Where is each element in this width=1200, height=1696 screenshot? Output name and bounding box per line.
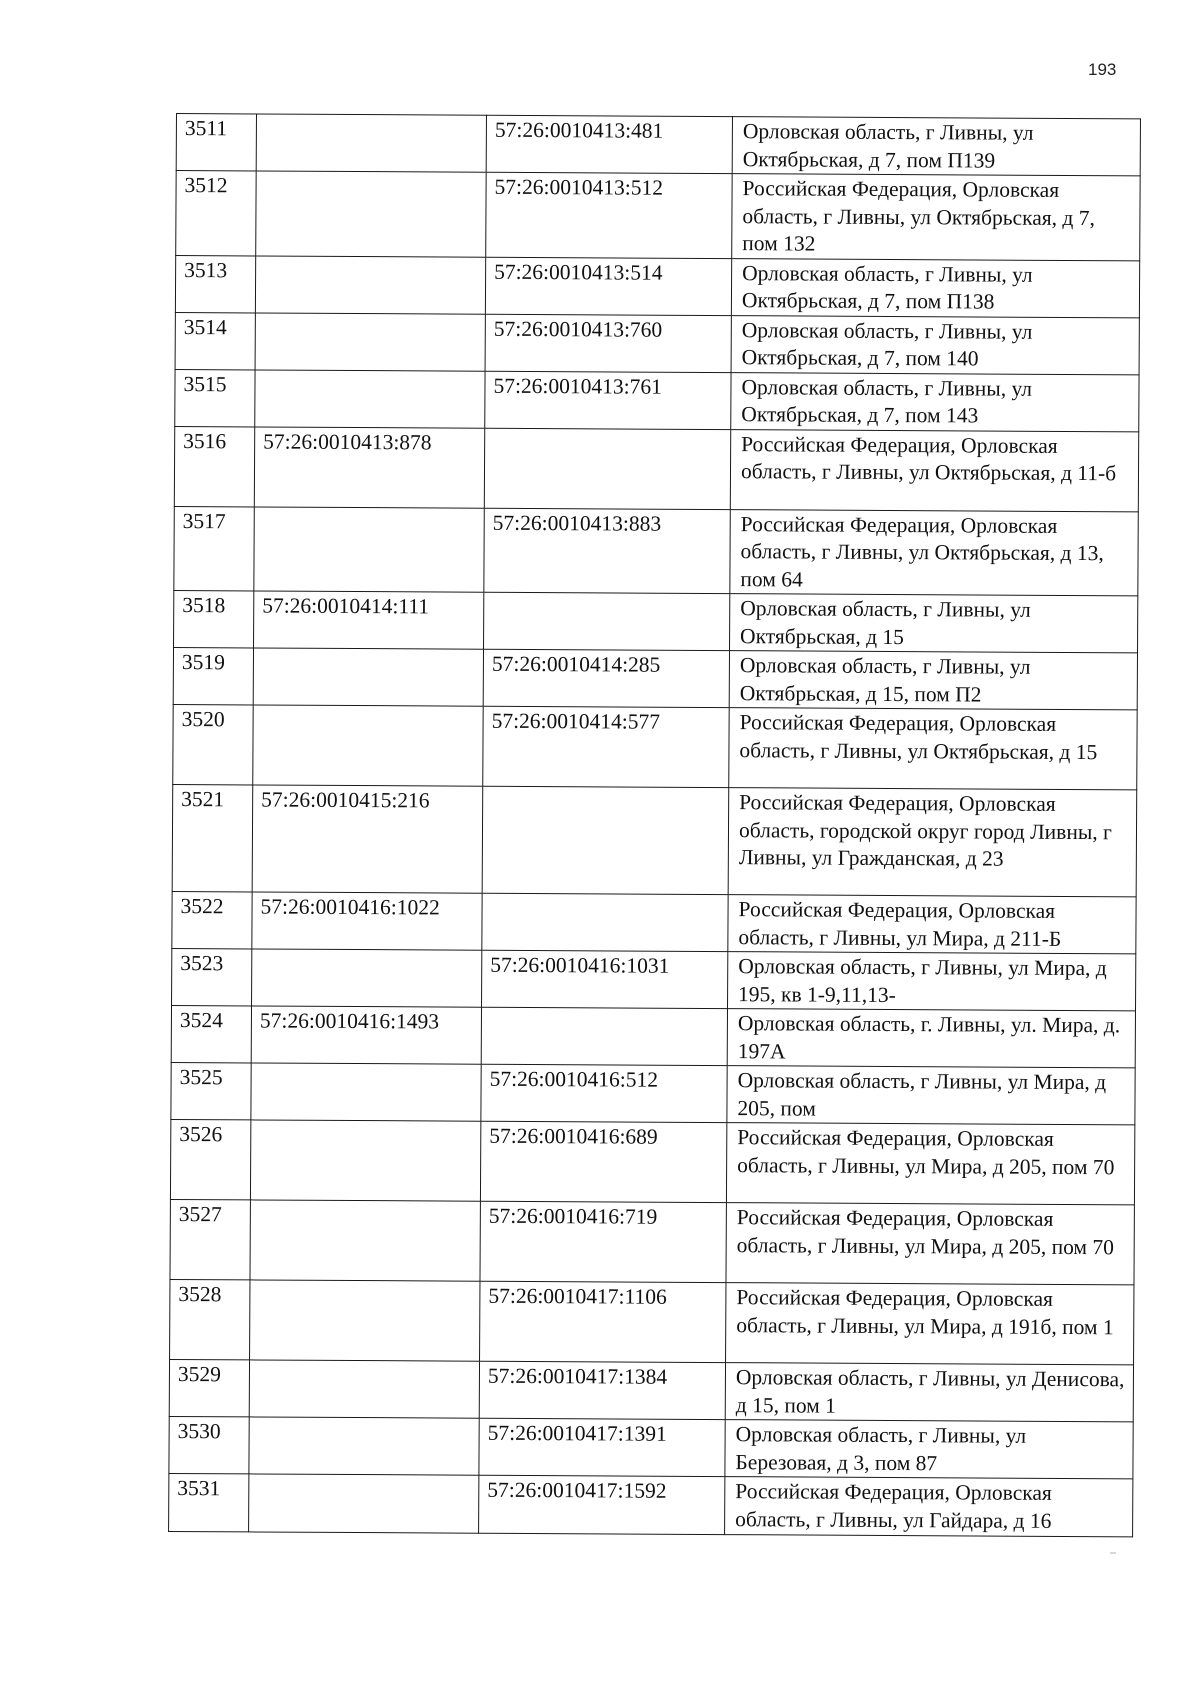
- object-cadastral-number-cell: 57:26:0010417:1384: [479, 1361, 725, 1419]
- row-number-cell: 3525: [171, 1062, 251, 1119]
- land-cadastral-number-cell: [256, 114, 486, 172]
- address-cell: Орловская область, г Ливны, ул Октябрьская, д 15: [730, 594, 1138, 653]
- land-cadastral-number-cell: [256, 171, 486, 257]
- row-number-cell: 3531: [169, 1473, 249, 1531]
- address-cell: Российская Федерация, Орловская область, г Ливны, ул Гайдара, д 16: [725, 1477, 1133, 1537]
- address-cell: Орловская область, г Ливны, ул Октябрьская, д 7, пом П139: [732, 117, 1140, 176]
- row-number-cell: 3521: [172, 784, 253, 891]
- row-number-cell: 3515: [175, 369, 255, 426]
- table-row: [175, 312, 1139, 374]
- table-row: [170, 1119, 1134, 1204]
- land-cadastral-number-cell: 57:26:0010413:878: [254, 426, 484, 507]
- object-cadastral-number-cell: 57:26:0010414:577: [483, 706, 729, 787]
- land-cadastral-number-cell: [249, 1360, 479, 1418]
- land-cadastral-number-cell: 57:26:0010414:111: [254, 591, 484, 649]
- table-row: [171, 1062, 1135, 1124]
- address-cell: Орловская область, г Ливны, ул Березовая, д 3, пом 87: [725, 1420, 1133, 1479]
- table-row: [169, 1473, 1133, 1536]
- table-row: [174, 590, 1138, 652]
- object-cadastral-number-cell: 57:26:0010413:514: [485, 257, 731, 315]
- object-cadastral-number-cell: 57:26:0010416:719: [480, 1201, 726, 1282]
- land-cadastral-number-cell: [255, 255, 485, 313]
- object-cadastral-number-cell: 57:26:0010417:1592: [479, 1475, 725, 1534]
- address-cell: Орловская область, г Ливны, ул Октябрьская, д 7, пом 140: [731, 315, 1139, 374]
- row-number-cell: 3528: [170, 1279, 250, 1359]
- table-row: [174, 506, 1138, 596]
- address-cell: Орловская область, г Ливны, ул Октябрьская, д 7, пом 143: [731, 372, 1139, 431]
- object-cadastral-number-cell: 57:26:0010416:1031: [482, 950, 728, 1008]
- address-cell: Орловская область, г Ливны, ул Октябрьская, д 15, пом П2: [729, 651, 1137, 710]
- address-cell: Российская Федерация, Орловская область, г Ливны, ул Мира, д 205, пом 70: [726, 1123, 1134, 1205]
- table-row: [169, 1416, 1133, 1478]
- row-number-cell: 3512: [176, 171, 256, 256]
- object-cadastral-number-cell: 57:26:0010416:689: [480, 1121, 726, 1202]
- row-number-cell: 3526: [170, 1119, 250, 1199]
- address-cell: Орловская область, г. Ливны, ул. Мира, д. 197А: [727, 1009, 1135, 1068]
- land-cadastral-number-cell: [255, 312, 485, 370]
- table-row: [170, 1199, 1134, 1284]
- object-cadastral-number-cell: 57:26:0010414:285: [483, 649, 729, 707]
- land-cadastral-number-cell: [254, 506, 484, 592]
- table-row: [169, 1359, 1133, 1421]
- row-number-cell: 3516: [174, 426, 254, 506]
- object-cadastral-number-cell: 57:26:0010413:883: [484, 508, 730, 594]
- object-cadastral-number-cell: [482, 893, 728, 951]
- table-row: [173, 704, 1137, 789]
- table-row: [175, 255, 1139, 317]
- object-cadastral-number-cell: 57:26:0010413:481: [486, 115, 732, 173]
- land-cadastral-number-cell: 57:26:0010416:1493: [251, 1006, 481, 1064]
- register-table: [168, 113, 1141, 1537]
- land-cadastral-number-cell: [249, 1474, 479, 1533]
- row-number-cell: 3519: [173, 647, 253, 704]
- object-cadastral-number-cell: [482, 786, 729, 894]
- address-cell: Российская Федерация, Орловская область, г Ливны, ул Октябрьская, д 13, пом 64: [730, 509, 1138, 596]
- scan-artifact: [1110, 1552, 1116, 1554]
- table-row: [170, 1279, 1134, 1364]
- table-row: [176, 114, 1140, 176]
- address-cell: Российская Федерация, Орловская область, городской округ город Ливны, г Ливны, ул Гражданская, д 23: [728, 788, 1137, 897]
- table-row: [175, 369, 1139, 431]
- land-cadastral-number-cell: [249, 1417, 479, 1475]
- address-cell: Российская Федерация, Орловская область, г Ливны, ул Октябрьская, д 11-б: [730, 429, 1138, 511]
- land-cadastral-number-cell: [251, 1063, 481, 1121]
- table-row: [171, 1005, 1135, 1067]
- row-number-cell: 3524: [171, 1005, 251, 1062]
- table-row: [174, 426, 1138, 511]
- object-cadastral-number-cell: 57:26:0010413:760: [485, 314, 731, 372]
- table-row: [172, 784, 1137, 896]
- table-row: [173, 647, 1137, 709]
- row-number-cell: 3527: [170, 1199, 250, 1279]
- row-number-cell: 3514: [175, 312, 255, 369]
- row-number-cell: 3529: [169, 1359, 249, 1416]
- address-cell: Орловская область, г Ливны, ул Денисова, д 15, пом 1: [725, 1363, 1133, 1422]
- object-cadastral-number-cell: 57:26:0010413:512: [486, 172, 732, 258]
- address-cell: Орловская область, г Ливны, ул Октябрьская, д 7, пом П138: [731, 258, 1139, 317]
- land-cadastral-number-cell: [255, 369, 485, 427]
- row-number-cell: 3522: [172, 891, 252, 948]
- address-cell: Орловская область, г Ливны, ул Мира, д 195, кв 1-9,11,13-: [728, 952, 1136, 1011]
- land-cadastral-number-cell: [252, 949, 482, 1007]
- object-cadastral-number-cell: 57:26:0010413:761: [485, 371, 731, 429]
- address-cell: Российская Федерация, Орловская область, г Ливны, ул Октябрьская, д 7, пом 132: [732, 174, 1140, 261]
- row-number-cell: 3511: [176, 114, 256, 171]
- land-cadastral-number-cell: 57:26:0010416:1022: [252, 892, 482, 950]
- object-cadastral-number-cell: [481, 1007, 727, 1065]
- land-cadastral-number-cell: 57:26:0010415:216: [252, 785, 483, 893]
- object-cadastral-number-cell: 57:26:0010417:1391: [479, 1418, 725, 1476]
- row-number-cell: 3517: [174, 506, 254, 591]
- row-number-cell: 3518: [174, 590, 254, 647]
- land-cadastral-number-cell: [250, 1120, 480, 1201]
- address-cell: Орловская область, г Ливны, ул Мира, д 205, пом: [727, 1066, 1135, 1125]
- object-cadastral-number-cell: 57:26:0010416:512: [481, 1064, 727, 1122]
- address-cell: Российская Федерация, Орловская область, г Ливны, ул Мира, д 211-Б: [728, 895, 1136, 954]
- object-cadastral-number-cell: 57:26:0010417:1106: [480, 1281, 726, 1362]
- land-cadastral-number-cell: [253, 705, 483, 786]
- table-row: [172, 948, 1136, 1010]
- land-cadastral-number-cell: [250, 1200, 480, 1281]
- land-cadastral-number-cell: [253, 648, 483, 706]
- row-number-cell: 3520: [173, 704, 253, 784]
- address-cell: Российская Федерация, Орловская область, г Ливны, ул Мира, д 191б, пом 1: [726, 1283, 1134, 1365]
- address-cell: Российская Федерация, Орловская область, г Ливны, ул Мира, д 205, пом 70: [726, 1203, 1134, 1285]
- row-number-cell: 3523: [172, 948, 252, 1005]
- object-cadastral-number-cell: [484, 428, 730, 509]
- table-row: [176, 171, 1140, 261]
- address-cell: Российская Федерация, Орловская область, г Ливны, ул Октябрьская, д 15: [729, 708, 1137, 790]
- row-number-cell: 3530: [169, 1416, 249, 1473]
- object-cadastral-number-cell: [484, 592, 730, 650]
- land-cadastral-number-cell: [250, 1280, 480, 1361]
- row-number-cell: 3513: [175, 255, 255, 312]
- page-number: 193: [1088, 60, 1117, 79]
- table-row: [172, 891, 1136, 953]
